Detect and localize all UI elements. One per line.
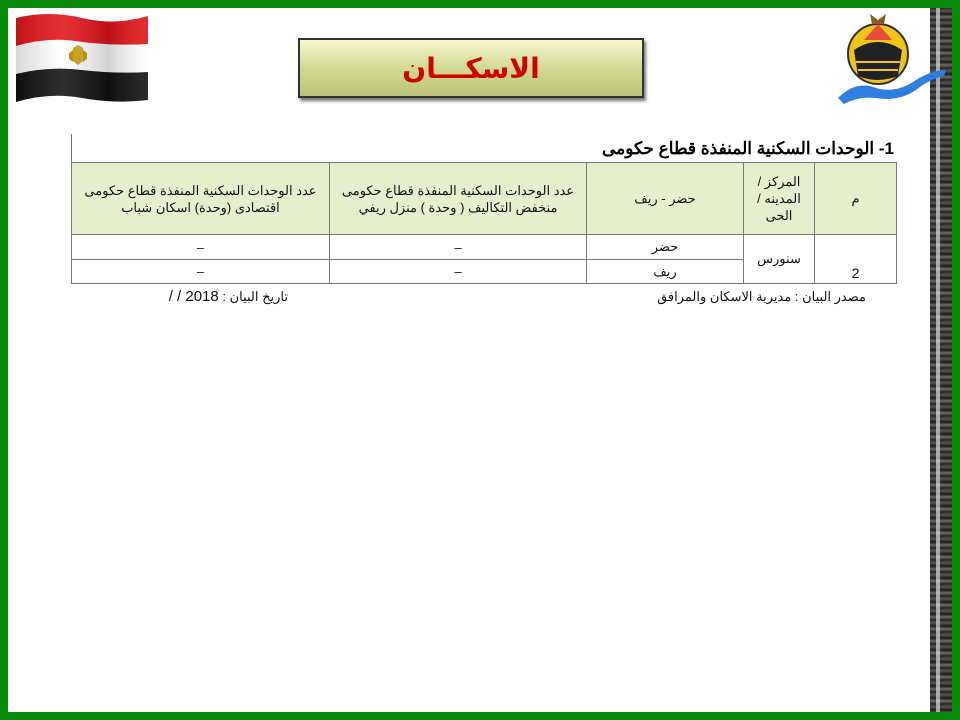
date-value: / / 2018: [168, 288, 219, 305]
table-header-row: [72, 163, 897, 235]
data-source: مصدر البيان : مديرية الاسكان والمرافق: [657, 289, 866, 304]
header-urban-rural: حضر - ريف: [587, 163, 744, 235]
cell-type: ريف: [587, 260, 744, 284]
egypt-flag-icon: [14, 10, 148, 102]
page-title: الاسكـــان: [402, 51, 540, 85]
cell-economic: –: [72, 235, 330, 260]
page-title-box: [298, 38, 644, 98]
cell-type: حضر: [587, 235, 744, 260]
section-title: 1- الوحدات السكنية المنفذة قطاع حكومى: [71, 134, 896, 162]
cell-low-cost: –: [330, 235, 587, 260]
cell-low-cost: –: [330, 260, 587, 284]
housing-units-table: [71, 162, 897, 284]
governorate-emblem-icon: [836, 10, 948, 106]
cell-economic: –: [72, 260, 330, 284]
header-economic: عدد الوحدات السكنية المنفذة قطاع حكومى اقتصادى (وحدة) اسكان شباب: [72, 163, 330, 235]
cell-district: سنورس: [744, 235, 815, 284]
header-m: م: [815, 163, 897, 235]
header-district: المركز /المدينه /الحى: [744, 163, 815, 235]
decorative-film-strip: [930, 8, 952, 712]
table-row: [72, 235, 897, 260]
date-label: تاريخ البيان :: [222, 289, 288, 304]
cell-m: 2: [815, 235, 897, 284]
header-low-cost: عدد الوحدات السكنية المنفذة قطاع حكومى منخفض التكاليف ( وحدة ) منزل ريفي: [330, 163, 587, 235]
data-date: [118, 288, 288, 305]
housing-table-section: [71, 134, 896, 284]
